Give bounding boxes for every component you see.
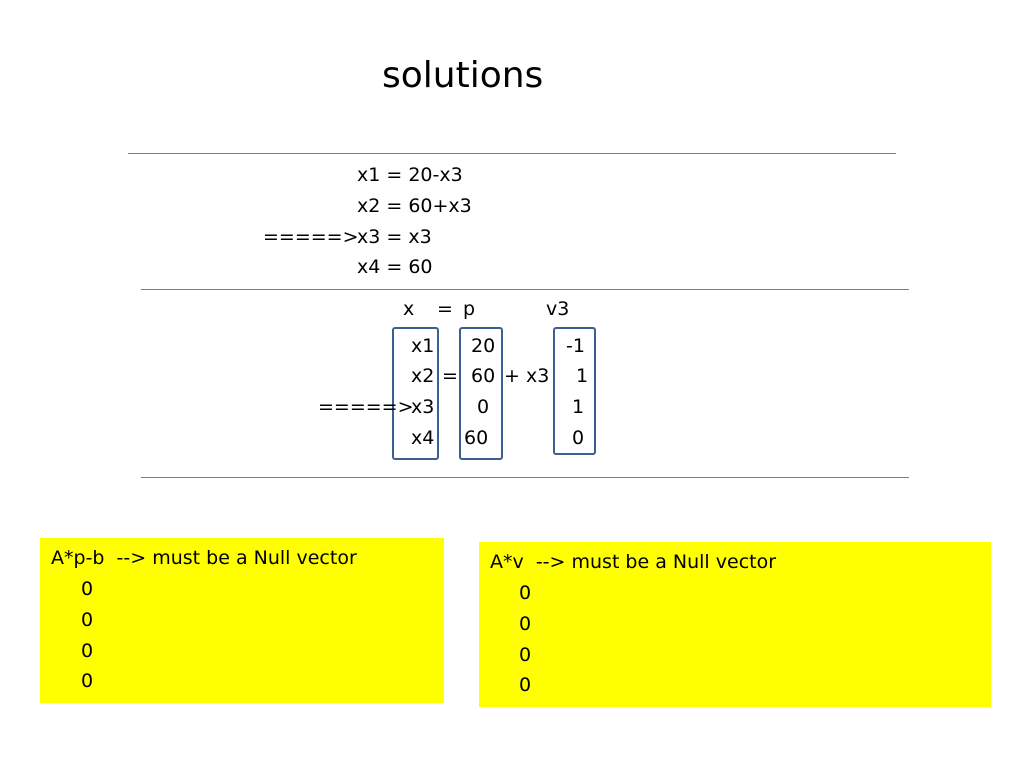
- check-p-value-3: 0: [81, 640, 94, 662]
- general-solution-line-2: x2 = 60+x3: [357, 195, 472, 217]
- v3-col-3: 1: [572, 396, 585, 418]
- top-divider: [128, 153, 896, 154]
- p-col-2: 60: [471, 365, 496, 387]
- x-col-2: x2: [411, 365, 435, 387]
- check-p-value-2: 0: [81, 609, 94, 631]
- vector-eq-sign: =: [442, 365, 458, 387]
- slide-title: solutions: [382, 55, 544, 96]
- general-solution-arrow: =====>: [263, 226, 359, 248]
- check-v-value-1: 0: [519, 582, 532, 604]
- x-col-3: x3: [411, 396, 435, 418]
- check-v-value-2: 0: [519, 613, 532, 635]
- vector-form-arrow: =====>: [318, 396, 414, 418]
- check-p-label: A*p-b --> must be a Null vector: [51, 547, 357, 569]
- vector-header-eq: =: [437, 298, 453, 320]
- x-col-1: x1: [411, 335, 435, 357]
- general-solution-line-3: x3 = x3: [357, 226, 432, 248]
- v3-col-2: 1: [576, 365, 589, 387]
- p-col-1: 20: [471, 335, 496, 357]
- v3-col-4: 0: [572, 427, 585, 449]
- middle-divider: [141, 289, 909, 290]
- check-v-value-3: 0: [519, 644, 532, 666]
- p-col-4: 60: [464, 427, 489, 449]
- v3-col-1: -1: [566, 335, 585, 357]
- check-v-box: [479, 542, 991, 707]
- check-p-value-1: 0: [81, 578, 94, 600]
- check-v-label: A*v --> must be a Null vector: [490, 551, 777, 573]
- check-p-box: [40, 538, 444, 703]
- general-solution-line-1: x1 = 20-x3: [357, 164, 463, 186]
- vector-header-p: p: [463, 298, 476, 320]
- bottom-divider: [141, 477, 909, 478]
- check-v-value-4: 0: [519, 674, 532, 696]
- x-col-4: x4: [411, 427, 435, 449]
- vector-header-x: x: [403, 298, 415, 320]
- p-col-3: 0: [477, 396, 490, 418]
- plus-x3: + x3: [504, 365, 550, 387]
- check-p-value-4: 0: [81, 670, 94, 692]
- vector-header-v3: v3: [546, 298, 570, 320]
- general-solution-line-4: x4 = 60: [357, 256, 433, 278]
